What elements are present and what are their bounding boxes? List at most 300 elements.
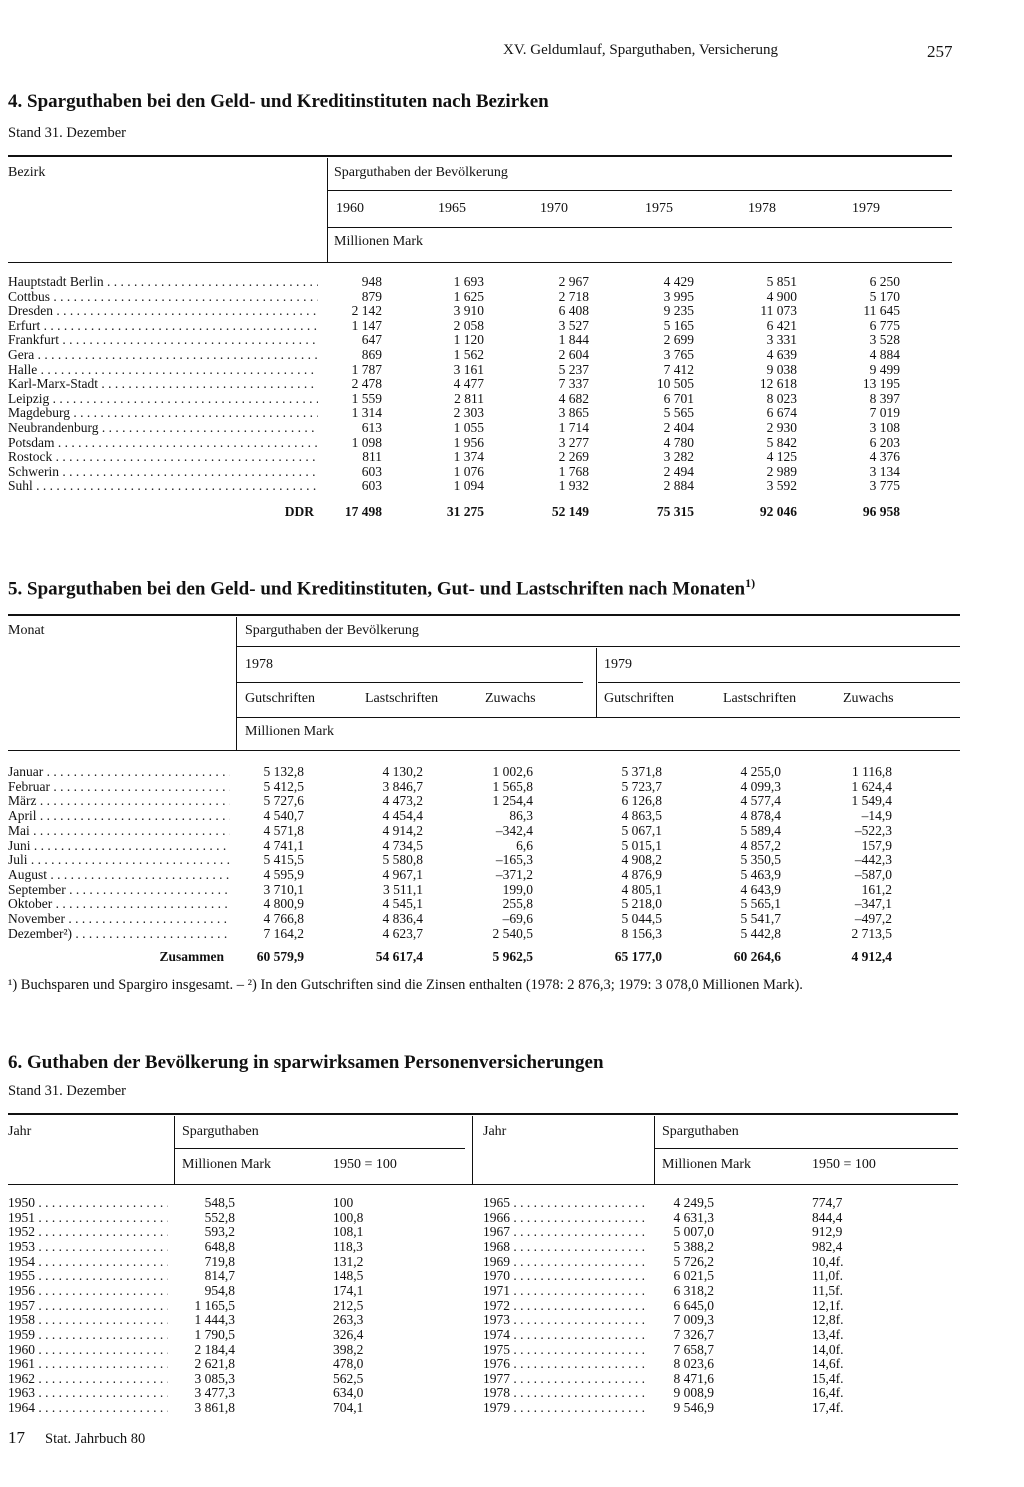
year-label: 1973 . . . [483,1313,647,1327]
cell-value: 2 478 [351,376,382,392]
cell-value: 4 473,2 [382,793,423,809]
cell-value: 3 134 [869,463,900,479]
table5-year-1978: 1978 [245,657,273,672]
table6-group-rule-right [655,1148,958,1149]
cell-value: 5 463,9 [740,866,781,882]
row-label: April . . . [8,809,230,823]
table5-sub-header: Lastschriften [723,691,797,706]
cell-value: 161,2 [861,881,892,897]
index-value: 14,0f. [812,1341,844,1357]
table-row [0,809,1024,823]
year-label: 1955 . . . [8,1269,168,1283]
table-row [0,1372,1024,1386]
mm-value: 3 477,3 [194,1385,235,1401]
cell-value: 1 714 [558,420,589,435]
year-label: 1957 . . . [8,1299,168,1313]
table5-total-row [0,950,1024,964]
cell-value: 948 [361,274,382,289]
year-label: 1970 . . . [483,1269,647,1283]
table5-sub-header: Gutschriften [604,691,674,706]
mm-value: 8 471,6 [673,1370,714,1386]
cell-value: 4 429 [663,274,694,289]
cell-value: 5 067,1 [621,822,662,838]
mm-value: 814,7 [204,1268,235,1284]
cell-value: 4 967,1 [382,866,423,882]
cell-value: 1 625 [453,288,484,304]
year-label: 1976 . . . [483,1357,647,1371]
cell-value: 2 604 [558,347,589,362]
mm-value: 9 546,9 [673,1400,714,1416]
mm-value: 954,8 [204,1282,235,1298]
mm-value: 6 318,2 [673,1282,714,1298]
cell-value: 3 865 [558,405,589,421]
mm-value: 3 861,8 [194,1400,235,1416]
table5-header-rule [8,750,960,751]
table5-title [8,576,755,600]
row-label: Rostock . . . [8,450,318,464]
year-label: 1961 . . . [8,1357,168,1371]
row-label: Frankfurt . . . [8,333,318,347]
total-label: Zusammen [159,949,224,964]
cell-value: 13 195 [862,376,900,392]
mm-value: 1 165,5 [194,1297,235,1313]
table6-index-left: 1950 = 100 [333,1157,397,1172]
cell-value: 12 618 [759,376,797,392]
cell-value: 6 408 [558,303,589,319]
cell-value: 1 562 [453,347,484,362]
table5-sub-header: Lastschriften [365,691,439,706]
row-label: Suhl . . . [8,479,318,493]
cell-value: 10 505 [656,376,694,392]
cell-value: 4 623,7 [382,925,423,941]
cell-value: 4 643,9 [740,881,781,897]
cell-value: 2 884 [663,478,694,494]
index-value: 174,1 [333,1282,364,1298]
cell-value: 5 415,5 [263,852,304,868]
cell-value: 5 015,1 [621,837,662,853]
cell-value: 613 [361,420,382,435]
cell-value: –587,0 [854,866,892,882]
cell-value: 4 376 [869,449,900,465]
cell-value: 869 [361,347,382,362]
index-value: 148,5 [333,1268,364,1284]
cell-value: –371,2 [495,866,533,882]
total-value: 75 315 [656,504,694,519]
row-label: Neubrandenburg . . . [8,421,318,435]
total-value: 60 579,9 [256,949,304,964]
total-value: 5 962,5 [492,949,533,964]
total-value: 54 617,4 [375,949,423,964]
row-label: Februar . . . [8,780,230,794]
page-number: 257 [927,42,953,61]
table5-title-footnote-mark: 1) [745,576,756,590]
cell-value: 4 857,2 [740,837,781,853]
index-value: 212,5 [333,1297,364,1313]
year-label: 1967 . . . [483,1225,647,1239]
cell-value: 2 811 [454,390,484,406]
table4-year-header: 1978 [748,201,776,216]
table-row [0,839,1024,853]
mm-value: 1 790,5 [194,1326,235,1342]
index-value: 398,2 [333,1341,364,1357]
cell-value: 4 545,1 [382,896,423,912]
table4-year-rule [328,227,952,228]
row-label: September . . . [8,883,230,897]
cell-value: 6 203 [869,434,900,450]
mm-value: 7 009,3 [673,1312,714,1328]
row-label: März . . . [8,794,230,808]
table-row [0,1357,1024,1371]
cell-value: 3 527 [558,317,589,333]
row-label: Juli . . . [8,853,230,867]
cell-value: 2 303 [453,405,484,421]
year-label: 1952 . . . [8,1225,168,1239]
row-label: Leipzig . . . [8,392,318,406]
cell-value: 603 [361,478,382,494]
year-label: 1979 . . . [483,1401,647,1415]
table4-col-bezirk: Bezirk [8,165,46,180]
table4-unit: Millionen Mark [334,234,424,249]
cell-value: 3 592 [766,478,797,494]
table6-col-jahr-right: Jahr [483,1124,507,1139]
table4-title: 4. Sparguthaben bei den Geld- und Kreditinstituten nach Bezirken [8,91,549,112]
cell-value: 1 549,4 [851,793,892,809]
cell-value: 3 108 [869,420,900,435]
cell-value: 7 164,2 [263,925,304,941]
total-value: 4 912,4 [851,949,892,964]
row-label: Dezember²) . . . [8,927,230,941]
cell-value: 4 130,2 [382,764,423,779]
total-value: 60 264,6 [733,949,781,964]
mm-value: 4 631,3 [673,1209,714,1225]
cell-value: 199,0 [502,881,533,897]
table-row [0,304,1024,318]
row-label: Oktober . . . [8,897,230,911]
cell-value: 11 073 [760,303,797,319]
table4-group-header: Sparguthaben der Bevölkerung [334,165,508,180]
cell-value: 4 741,1 [263,837,304,853]
cell-value: 4 908,2 [621,852,662,868]
table6-group-rule-left [175,1148,465,1149]
mm-value: 3 085,3 [194,1370,235,1386]
index-value: 634,0 [333,1385,364,1401]
total-value: 52 149 [551,504,589,519]
year-label: 1954 . . . [8,1255,168,1269]
table6-group-left: Sparguthaben [182,1124,259,1139]
index-value: 844,4 [812,1209,843,1225]
cell-value: 4 863,5 [621,808,662,824]
row-label: Hauptstadt Berlin . . . [8,275,318,289]
footer-number: 17 [8,1428,25,1447]
cell-value: 2 713,5 [851,925,892,941]
year-label: 1968 . . . [483,1240,647,1254]
cell-value: –522,3 [854,822,892,838]
cell-value: 6 421 [766,317,797,333]
cell-value: 3 775 [869,478,900,494]
cell-value: 5 842 [766,434,797,450]
table-row [0,333,1024,347]
total-value: 96 958 [862,504,900,519]
year-label: 1969 . . . [483,1255,647,1269]
cell-value: 3 528 [869,332,900,348]
table-row [0,1343,1024,1357]
cell-value: 1 624,4 [851,778,892,794]
index-value: 774,7 [812,1195,843,1210]
cell-value: 811 [362,449,382,465]
cell-value: 1 120 [453,332,484,348]
table6-unit-left: Millionen Mark [182,1157,272,1172]
table6-half-divider [472,1116,473,1185]
year-label: 1956 . . . [8,1284,168,1298]
mm-value: 2 184,4 [194,1341,235,1357]
table4-subtitle: Stand 31. Dezember [8,125,126,141]
table4-top-rule [8,155,952,157]
table5-group-rule [237,646,960,647]
year-label: 1958 . . . [8,1313,168,1327]
cell-value: 1 693 [453,274,484,289]
index-value: 15,4f. [812,1370,844,1386]
row-label: Erfurt . . . [8,319,318,333]
cell-value: 8 023 [766,390,797,406]
table-row [0,319,1024,333]
mm-value: 548,5 [204,1195,235,1210]
cell-value: 2 494 [663,463,694,479]
cell-value: 3 331 [766,332,797,348]
cell-value: 1 147 [351,317,382,333]
table-row [0,392,1024,406]
index-value: 12,1f. [812,1297,844,1313]
index-value: 108,1 [333,1224,364,1240]
cell-value: 5 412,5 [263,778,304,794]
cell-value: 2 967 [558,274,589,289]
table-row [0,450,1024,464]
cell-value: 5 727,6 [263,793,304,809]
cell-value: 3 846,7 [382,778,423,794]
row-label: Dresden . . . [8,304,318,318]
cell-value: 4 884 [869,347,900,362]
total-value: 92 046 [759,504,797,519]
row-label: Karl-Marx-Stadt . . . [8,377,318,391]
cell-value: 1 116,8 [852,764,892,779]
cell-value: 6 674 [766,405,797,421]
table5-group-header: Sparguthaben der Bevölkerung [245,623,419,638]
year-label: 1972 . . . [483,1299,647,1313]
year-label: 1978 . . . [483,1386,647,1400]
table5-unit: Millionen Mark [245,724,335,739]
cell-value: 1 254,4 [492,793,533,809]
cell-value: –165,3 [495,852,533,868]
cell-value: –14,9 [861,808,892,824]
cell-value: 4 900 [766,288,797,304]
cell-value: 2 058 [453,317,484,333]
cell-value: 4 914,2 [382,822,423,838]
index-value: 14,6f. [812,1356,844,1372]
cell-value: 4 682 [558,390,589,406]
table-row [0,897,1024,911]
cell-value: 5 170 [869,288,900,304]
cell-value: 4 577,4 [740,793,781,809]
year-label: 1974 . . . [483,1328,647,1342]
mm-value: 552,8 [204,1209,235,1225]
index-value: 562,5 [333,1370,364,1386]
mm-value: 6 645,0 [673,1297,714,1313]
index-value: 982,4 [812,1238,843,1254]
table-row [0,275,1024,289]
cell-value: 4 766,8 [263,911,304,926]
cell-value: 4 477 [453,376,484,392]
total-value: 17 498 [344,504,382,519]
row-label: Januar . . . [8,765,230,779]
cell-value: 1 094 [453,478,484,494]
cell-value: 3 161 [453,361,484,377]
cell-value: 86,3 [509,808,533,824]
cell-value: 4 780 [663,434,694,450]
cell-value: 1 565,8 [492,778,533,794]
table-row [0,853,1024,867]
table-row [0,1240,1024,1254]
table5-subcol-rule [237,717,960,718]
cell-value: 4 099,3 [740,778,781,794]
cell-value: 647 [361,332,382,348]
table6-unit-right: Millionen Mark [662,1157,752,1172]
cell-value: 9 038 [766,361,797,377]
cell-value: 4 540,7 [263,808,304,824]
table4-group-rule [328,190,952,191]
table5-year-rule-1978 [237,682,583,683]
cell-value: 5 851 [766,274,797,289]
table-row [0,927,1024,941]
cell-value: 5 442,8 [740,925,781,941]
mm-value: 7 658,7 [673,1341,714,1357]
table-row [0,1284,1024,1298]
table4-total-row [0,505,1024,519]
cell-value: 1 787 [351,361,382,377]
cell-value: 1 374 [453,449,484,465]
cell-value: 5 165 [663,317,694,333]
cell-value: 1 956 [453,434,484,450]
cell-value: 4 800,9 [263,896,304,912]
table6-col-jahr-left: Jahr [8,1124,32,1139]
table-row [0,1299,1024,1313]
mm-value: 5 007,0 [673,1224,714,1240]
cell-value: 3 282 [663,449,694,465]
year-label: 1960 . . . [8,1343,168,1357]
table-row [0,348,1024,362]
table-row [0,1313,1024,1327]
table4-year-header: 1975 [645,201,673,216]
mm-value: 2 621,8 [194,1356,235,1372]
cell-value: 2 404 [663,420,694,435]
mm-value: 5 388,2 [673,1238,714,1254]
cell-value: –442,3 [854,852,892,868]
table-row [0,1269,1024,1283]
table6-title: 6. Guthaben der Bevölkerung in sparwirksamen Personenversicherungen [8,1052,604,1073]
cell-value: 5 371,8 [621,764,662,779]
table-row [0,765,1024,779]
table6-top-rule [8,1113,958,1115]
cell-value: 1 768 [558,463,589,479]
cell-value: 3 765 [663,347,694,362]
cell-value: 6 250 [869,274,900,289]
cell-value: 4 454,4 [382,808,423,824]
table6-stub-divider-right [654,1116,655,1185]
cell-value: 7 019 [869,405,900,421]
year-label: 1951 . . . [8,1211,168,1225]
mm-value: 6 021,5 [673,1268,714,1284]
running-head: XV. Geldumlauf, Sparguthaben, Versicherung [503,42,778,58]
cell-value: 1 314 [351,405,382,421]
cell-value: 5 350,5 [740,852,781,868]
cell-value: 5 565 [663,405,694,421]
table5-sub-header: Zuwachs [843,691,894,706]
cell-value: 5 218,0 [621,896,662,912]
year-label: 1962 . . . [8,1372,168,1386]
cell-value: 8 156,3 [621,925,662,941]
cell-value: 5 589,4 [740,822,781,838]
row-label: Cottbus . . . [8,290,318,304]
cell-value: 2 930 [766,420,797,435]
cell-value: 603 [361,463,382,479]
table6-stub-divider-left [174,1116,175,1185]
row-label: Schwerin . . . [8,465,318,479]
table5-col-monat: Monat [8,623,45,638]
row-label: Magdeburg . . . [8,406,318,420]
cell-value: 1 055 [453,420,484,435]
index-value: 912,9 [812,1224,843,1240]
table-row [0,479,1024,493]
cell-value: 4 125 [766,449,797,465]
mm-value: 7 326,7 [673,1326,714,1342]
table-row [0,1328,1024,1342]
cell-value: 4 878,4 [740,808,781,824]
table4-year-header: 1979 [852,201,880,216]
cell-value: 5 132,8 [263,764,304,779]
index-value: 13,4f. [812,1326,844,1342]
table-row [0,1401,1024,1415]
year-label: 1963 . . . [8,1386,168,1400]
table-row [0,436,1024,450]
table5-year-divider [596,648,597,718]
cell-value: –497,2 [854,911,892,926]
index-value: 478,0 [333,1356,364,1372]
cell-value: 3 277 [558,434,589,450]
index-value: 100,8 [333,1209,364,1225]
table5-sub-header: Zuwachs [485,691,536,706]
cell-value: 6 701 [663,390,694,406]
index-value: 326,4 [333,1326,364,1342]
table-row [0,465,1024,479]
footer-text: Stat. Jahrbuch 80 [45,1431,146,1447]
row-label: November . . . [8,912,230,926]
year-label: 1950 . . . [8,1196,168,1210]
cell-value: 5 541,7 [740,911,781,926]
cell-value: 2 540,5 [492,925,533,941]
index-value: 11,5f. [812,1282,843,1298]
row-label: Juni . . . [8,839,230,853]
cell-value: 5 580,8 [382,852,423,868]
cell-value: 3 511,1 [383,881,423,897]
table-row [0,912,1024,926]
cell-value: 4 836,4 [382,911,423,926]
table5-footnote: ¹) Buchsparen und Spargiro insgesamt. – ²) In den Gutschriften sind die Zinsen enthalten (1978: 2 876,3; 1979: 3 078,0 Millionen Mark). [8,977,803,993]
cell-value: –347,1 [854,896,892,912]
index-value: 100 [333,1195,354,1210]
cell-value: 7 412 [663,361,694,377]
year-label: 1964 . . . [8,1401,168,1415]
table-row [0,1211,1024,1225]
table5-year-1979: 1979 [604,657,632,672]
row-label: Gera . . . [8,348,318,362]
